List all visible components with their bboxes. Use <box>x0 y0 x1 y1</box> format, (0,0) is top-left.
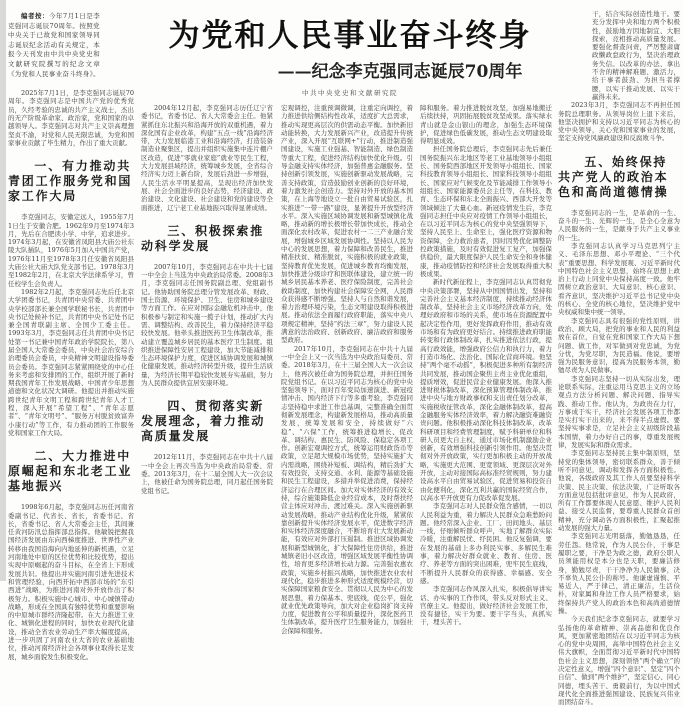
body-paragraph: 宏观调控，注重预调微调，注重定向调控，着力推进供给侧结构性改革，适度扩大总需求，推动实现更高层次的供需动态平衡。加快新旧动能转换，大力发展新兴产业，改造提升传统产业，深入开展“互联网+”行动，推进制造强国建设，实施工业强基、智能制造、绿色制造等重大工程，促进经济结构加快优化升级。引导金融支持实体经济，加强普惠金融服务。坚持创新引领发展，实施创新驱动发展战略，完善支持政策，营造鼓励创业创新的良好环境，着力激发社会创造力。坚持对外开放的基本国策，在上海等地设立一批自由贸易试验区，扎实推进“一带一路”建设，显著提升开放型经济水平。深入实施区域协调发展和新型城镇化战略，推动新的增长极增长带加快成长，推动全面深化农村改革，促进农村一二三产业融合发展，增强城乡区域发展协调性。坚持以人民为中心的发展思想，着力保障和改善民生，推进精准扶贫、精准脱贫，实施积极的就业政策，坚持教育优先发展，促进城乡教育均衡发展，加快推进分级诊疗和医联体建设，建立统一的城乡居民基本养老、医疗保险制度，完善社会救助制度，加快构建社会保障安全网，人民群众获得感不断增强。坚持人与自然和谐发展，着力治理环境污染，生态文明建设取得积极进展。推动依法全面履行政府职能，落实中央八项规定精神，坚持“约法三章”，努力建设人民满意的法治政府、创新政府、廉洁政府和服务型政府。 <box>281 104 413 345</box>
column-2 <box>141 104 273 495</box>
body-paragraph: 1982年2月起，李克强同志先后任北京大学团委书记，共青团中央常委、共青团中央学校部部长兼全国学联秘书长，共青团中央书记处候补书记，共青团中央书记处书记兼全国青联副主席、全国少工委主任。1993年3月，李克强同志任共青团中央书记处第一书记兼中国青年政治学院院长，第八届全国人大常委会委员，中央社会治安综合治理委员会委员，中央精神文明建设指导委员会委员。李克强同志紧紧围绕党的中心任务来考虑和安排团的工作，组织开展了新时期我国青年工作发展战略、中国青少年思想道德和文化状况大调研。他提出并推动实施跨世纪青年文明工程和跨世纪青年人才工程，深入开展“希望工程”、“青年志愿者”、“青年文明号”、“服务万村脱贫致富奔小康行动”等工作，有力推动团的工作服务党和国家工作大局。 <box>8 287 134 437</box>
section-heading: 一、有力推动共青团工作服务党和国家工作大局 <box>8 159 133 204</box>
body-paragraph: 2004年12月起，李克强同志历任辽宁省委书记，省委书记、省人大常委会主任。他紧紧抓住东北振兴和沿海开放的双重机遇，着力深化国有企业改革，构建“五点一线”沿海经济带，大力发展临港工业和沿海经济，打造装备制造业聚集区，提出并组织实施集中连片棚户区改造，促进“零就业家庭”就业等民生工程，大力发展县域经济，统筹城乡发展，全省综合经济实力迈上新台阶，发展后劲进一步增强，人民生活水平明显提高，呈现出经济加快发展、社会全面进步的良好态势，经济建设、政治建设、文化建设、社会建设和党的建设等全面推进，辽宁老工业基地振兴取得显著成绩。 <box>141 104 273 212</box>
body-paragraph: 李克强同志对人民群众饱含感情，一切以人民利益为重，着力解决人民群众急难愁盼问题。他经常深入企业、工厂、田间地头、基层一线，仔细倾听群众呼声，实地了解群众实际冷暖，注重解民忧、纾民困。他反复强调，要在发展的基础上多办利民实事、多解民生难事，着力解决好群众就业、教育、住房、医疗、养老等方面的突出困难，兜牢民生底线，不断提升人民群众的获得感、幸福感、安全感。 <box>420 502 552 585</box>
body-paragraph: 2007年10月，李克强同志在中共十七届一中全会上当选为中央政治局常委。2008年3月，李克强同志任国务院副总理、党组副书记。他协助国务院总理分管发展改革、财政、国土资源、环境保护、卫生、住房和城乡建设等方面工作。在应对国际金融危机冲击中，他积极参与制定和实施一揽子计划，推动扩大内需、调整结构、改善民生，着力保持经济平稳较快发展。他牵头推进医药卫生体制改革，推动建立覆盖城乡居民的基本医疗卫生制度。组织推进保障性安居工程建设，加大节能减排和生态环境保护力度，促进区域协调发展和城镇化健康发展，推动经济转型升级，提升生活质量，为经济长期平稳较快发展夯实基础，努力为人民群众提供宜居安康环境。 <box>141 262 273 388</box>
section-heading: 四、贯彻落实新发展理念，着力推动高质量发展 <box>141 399 266 444</box>
article-byline: 中共中央党史和文献研究院 <box>302 89 398 97</box>
body-paragraph: 新时代新征程上，李克强同志认真贯彻党中央决策部署，坚持从中国国情出发，坚持和完善社会主义基本经济制度，持续推动经济体制改革，坚持社会主义市场经济改革方向，处理好政府和市场的关系，使市场在资源配置中起决定性作用，更好发挥政府作用，推动有效市场和有为政府更好结合。持续推进政府职能转变和行政体制改革，扎实推进依法行政，提高行政效能，增强政府公信力和执行力，着力打造市场化、法治化、国际化营商环境。他坚持“两个毫不动摇”，积极促进多种所有制经济共同发展，推动国企聚焦主责主业优化重组，提质增效，促进民营企业健康发展。他深入推进财税体制改革，深化预算管理体制改革，推进中央与地方财政事权和支出责任划分改革，实施税收征管改革，深化金融体制改革，提高金融服务实体经济效率，着力解决融资难融资贵问题。他积极推动深化科技体制改革，改革科研项目和经费管理制度，赋予科研单位和科研人员更大自主权，通过市场化机制激励企业创新，有效增强科技创新引领作用。他坚决贯彻对外开放政策，实行更加积极主动的开放战略，实施更大范围、更宽领域、更深层次对外开放，主动对接国际高标准经贸规则，努力建设高水平自由贸易试验区，促进贸易和投资自由化便利化，深化互利共赢的国际经贸合作，以高水平开放更有力促改革促发展。 <box>420 278 552 502</box>
body-paragraph: 今天我们纪念李克强同志，就要学习弘扬他的革命精神、崇高品德和优良作风，更加紧密地团结在以习近平同志为核心的党中央周围，高举中国特色社会主义伟大旗帜，全面贯彻习近平新时代中国特色社会主义思想，深刻领悟“两个确立”的决定性意义，增强“四个意识”、坚定“四个自信”、做到“两个维护”，坚定信心、同心同德，埋头苦干、勇毅前行，为以中国式现代化全面推进强国建设、民族复兴伟业而团结奋斗。 <box>558 615 680 707</box>
body-paragraph: 干，结合实际创造性地干。要充分发挥中央和地方两个积极性，鼓励地方因地制宜、大胆探索，竞相推动高质量发展。要强化督查问责，严厉整肃庸政懒政怠政行为，坚决治理政务失信。以改革的办法、拿出不舍的精神解难题、激活力，给干事者鼓劲、为担当者撑腰，以实干推动发展、以实干赢得未来。 <box>592 10 680 101</box>
editor-note-label: 编者按： <box>21 12 49 20</box>
body-paragraph: 李克强同志坚持一切从实际出发，理论联系实际，注重运用马克思主义的立场观点方法分析问题、解决问题、指导实践、推动工作。他认为，为政贵在力行，万事成于实干，经济社会发展各项工作都是实打实干出来的，来不得半点虚假。要坚持实事求是，立足社会主义初级阶段基本国情，着力办好自己的事，尊重发展规律，发展实际和群众需求。 <box>558 374 680 450</box>
section-heading: 五、始终保持共产党人的政治本色和高尚道德情操 <box>558 154 669 199</box>
editor-note-text: 今年7月1日是李克强同志诞辰70周年。按照党中央关于已故党和国家领导同志诞辰纪念活动有关规定，本报今天刊发由中共中央党史和文献研究院撰写的纪念文章《为党和人民事业奋斗终身》。 <box>8 12 101 78</box>
body-paragraph: 2023年3月，李克强同志不再担任国务院总理职务。从领导岗位上退下来后，他坚决拥护和支持以习近平同志为核心的党中央领导，关心党和国家事业的发展，坚定支持党风廉政建设和反腐败斗争。 <box>558 101 680 143</box>
column-5 <box>558 10 680 707</box>
column-3 <box>281 104 413 635</box>
body-paragraph: 李克强同志光明磊落，勤勉恳恳，任劳任怨。他常说，作为人民公仆，干事是履职之要，干净是为政之德，政府公职人员须能用权是本分也是天职，要廉洁修身，勤勉尽责，干干净净为人民做事，决不辜负人民公仆的称号。他谦虚谨慎、平易近人，严于律己，清正廉洁，生活俭朴，对家属和身边工作人员严格要求，始终保持共产党人的政治本色和高尚道德情操。 <box>558 532 680 615</box>
body-paragraph: 李克强同志的一生，是革命的一生、奋斗的一生、光辉的一生，是全心全意为人民服务的一生，是献身于共产主义事业的一生。 <box>558 208 680 242</box>
body-paragraph: 障和服务。着力推进脱贫攻坚，加强易地搬迁后续扶持，巩固拓展脱贫攻坚成果。落实绿水青山就是金山银山的理念，加强生态环境保护，促进绿色低碳发展，推动生态文明建设取得明显成效。 <box>420 104 552 146</box>
body-paragraph: 李克强同志认真学习马克思列宁主义、毛泽东思想、邓小平理论、“三个代表”重要思想、科学发展观、习近平新时代中国特色社会主义思想，始终在思想上政治上行动上同党中央保持高度一致。他牢固树立政治意识、大局意识、核心意识、看齐意识，坚决维护习近平总书记党中央的核心、全党的核心地位，坚决维护党中央权威和集中统一领导。 <box>558 241 680 317</box>
article-subtitle: ——纪念李克强同志诞辰70周年 <box>277 62 523 82</box>
body-paragraph: 李克强同志，安徽定远人，1955年7月1日生于安徽合肥。1962年9月至1974年3月，先后在合肥读小学、中学，追求进步。1974年3月起，在安徽省凤阳县大庙公社东陵大队插队，1976年5月加入中国共产党，1976年11月至1978年3月任安徽省凤阳县大庙公社大庙大队党支部书记。1978年3月至1982年2月，在北京大学法律系学习，曾任校学生会负责人。 <box>8 213 134 288</box>
body-paragraph: 2012年11月，李克强同志在中共十八届一中全会上再次当选为中央政治局常委、常委。2013年3月，在十二届全国人大一次会议上，他被任命为国务院总理，同月起任国务院党组书记。 <box>141 453 273 495</box>
body-paragraph: 2025年7月1日，是李克强同志诞辰70周年。李克强同志是中国共产党的优秀党员，久经考验的忠诚的共产主义战士，杰出的无产阶级革命家、政治家，党和国家的卓越领导人。李克强同志对共产主义崇高理想坚贞不渝，对党和人民无限忠诚，为党和国家事业贡献了毕生精力，作出了重大贡献。 <box>8 89 134 147</box>
body-paragraph: 李克强同志坚持民主集中制原则，坚持党的集体领导，密切联系群众，善于倾听不同意见，调动和发挥各方面积极性。他说，各级政府及其工作人员要坚持科学决策、民主决策、依法决策，广泛听取各方面意见包括批评意见，作为人民政府，所有工作都要体现人民意愿、维护人民利益、接受人民监督，要尊重人民群众首创精神，充分调动各方面积极性，汇聚起推动发展的强大力量。 <box>558 449 680 533</box>
body-paragraph: 2017年10月，李克强同志在中共十九届一中全会上又一次当选为中央政治局委员、常委。2018年3月，在十三届全国人大一次会议上，他再次被任命为国务院总理，并担任国务院党组书记。在以习近平同志为核心的党中央坚强领导下，面对百年变局加速演进、新冠疫情冲击、国内经济下行等多重考验，李克强同志坚持稳中求进工作总基调，完整准确全面贯彻新发展理念，构建新发展格局，推动高质量发展，统筹发展和安全，持续做好“六稳”、“六保”工作，统筹推进稳增长、促改革、调结构、惠民生、防风险、保稳定各项工作。创新宏观调控方式，统筹运用财政货币等政策，立足超大规模市场优势，坚持实施扩大内需战略，围绕补短板、调结构，精后劲扩大有效投资，支持交通、水利、能源等基础设施和民生工程建设，多措并举促进消费，保持经济运行在合理区间。加大对实体经济的有效支持，综合施策降低企业经营成本，及时帮扶经营主体应对冲击、渡过难关。深入实施创新驱动发展战略，推动产业结构优化升级，紧紧依靠创新提升实体经济发展水平，促进数字经济和实体经济深度融合，不断培育壮大发展新动能，有效应对外部打压遏制。推进区域协调发展和新型城镇化，扩大保障性住房供给，推进城镇老旧小区改造，增强区域发展平衡性协调性，培育更多经济增长动力源。完善强农惠农政策，实施乡村振兴战略，加快推进农业农村现代化，稳步推进多种形式适度规模经营，切实保障国家粮食安全。贯彻以人民为中心的发展思想，着力保基本、兜底线，促公平，强化就业优先政策导向，加大对企业稳岗扩岗支持力度，促进教育公平和质量提升，深化医药卫生体制改革，提升医疗卫生服务能力，加强社会保障和服务。 <box>281 344 413 635</box>
body-paragraph: 1998年6月起，李克强同志历任河南省委副书记、代省长、省长，省委书记、省长，省委书记、省人大常委会主任，其间兼任黄河防汛总指挥部总指挥。他敏锐把握我国经济发展由东向西梯度推进、世界性产业转移由我国沿海向内地延伸的新机遇，立足河南地处中原的区位优势和比较优势，提出实现中原崛起的奋斗目标，在全省上下形成发展共识。他提出并实施河南引进先进技术和管理经验，向西开拓中西部市场的“东引西进”战略，为推进河南对外开放作出了积极努力。积极实施中心城市、中心城镇带动战略，形成在全国具有独特优势和重要影响的中原城市群经济隆起带。在大力推进工业化、城镇化进程的同时，加快农业现代化建设，推动全省农业劳动生产率大幅度提高，进一步巩固了河南农业大省的农业基础地位，推动河南经济社会各项事业取得长足发展，城乡面貌发生积极变化。 <box>8 503 134 661</box>
column-1 <box>8 0 134 661</box>
article-title: 为党和人民事业奋斗终身 <box>168 18 532 54</box>
body-paragraph: 李克强同志作风深入扎实，积极倡导讲实话、办实事的工作作风，带头反对形式主义、官僚主义。他提出，做好经济社会发展工作，没有捷径，实干为要。要干字当头，真抓实干，埋头苦干。 <box>420 585 552 627</box>
editor-note <box>8 12 100 79</box>
section-heading: 二、大力推进中原崛起和东北老工业基地振兴 <box>8 449 133 494</box>
body-paragraph: 担任国务院总理后，李克强同志先后兼任国务院振兴东北地区等老工业基地领导小组组长、国务院西部地区开发领导小组组长、国家科技教育领导小组组长、国家科技领导小组组长、国家应对气候变化及节能减排工作领导小组组长、国家能源委员会主任等，在科技、教育、生态环保和东北全面振兴、西部大开发等领域倾注了大量心血。新冠疫情发生后，李克强同志担任中央应对疫情工作领导小组组长，在以习近平同志为核心的党中央坚强领导下，坚持人民至上、生命至上，强化医疗资源和物资保障，全力救治患者，因时因势优化调整防控政策措施，及时有效促进复工复产，加强保供稳价，最大限度保护人民生命安全和身体健康，推动疫情防控和经济社会发展取得重大积极成果。 <box>420 145 552 278</box>
body-paragraph: 李克强同志具有很强的党性原则，讲政治、顾大局，把党的事业和人民的利益放在首位，自觉在党和国家工作大局下想问题、做工作，对军做到对党忠诚，为党分忧，为党尽职，为民造福。他说，要增强为民服务意识，提高为民服务本领，勤勉尽责为人民做事。 <box>558 316 680 375</box>
section-heading: 三、积极探索推动科学发展 <box>141 223 264 253</box>
column-4 <box>420 104 552 627</box>
page-edge-strip <box>0 0 6 581</box>
